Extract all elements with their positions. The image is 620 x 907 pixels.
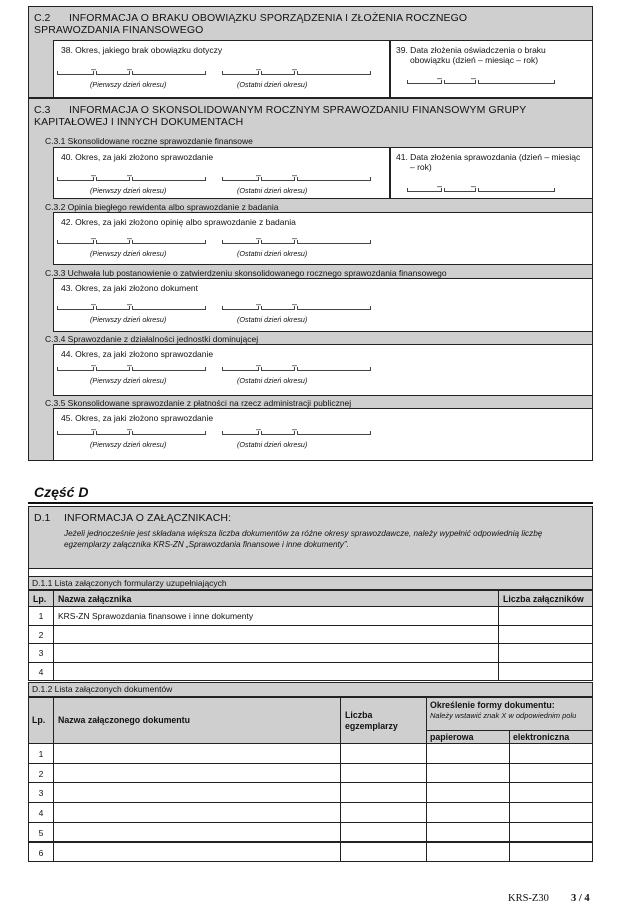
date-dash: – (127, 424, 133, 434)
d12-row-1-lp: 1 (28, 743, 54, 764)
date-dash: – (256, 64, 262, 74)
caption-last-day: (Ostatni dzień okresu) (237, 376, 308, 385)
date-dash: – (471, 181, 477, 191)
date-dash: – (127, 233, 133, 243)
date-segment[interactable] (57, 243, 93, 244)
caption-last-day: (Ostatni dzień okresu) (237, 80, 308, 89)
date-dash: – (91, 64, 97, 74)
d12-row-4-lp: 4 (28, 802, 54, 823)
caption-last-day: (Ostatni dzień okresu) (237, 440, 308, 449)
form-code: KRS-Z30 (508, 893, 549, 904)
date-segment[interactable] (222, 243, 258, 244)
date-segment[interactable] (261, 309, 294, 310)
date-segment-tick (478, 188, 479, 192)
d12-header-form-label: Określenie formy dokumentu: (430, 700, 555, 710)
d12-row-1-name[interactable] (53, 743, 341, 764)
date-segment[interactable] (478, 191, 554, 192)
date-dash: – (127, 299, 133, 309)
date-dash: – (292, 64, 298, 74)
d12-row-4-paper[interactable] (426, 802, 510, 823)
date-segment[interactable] (132, 309, 205, 310)
date-segment-tick (222, 431, 223, 435)
date-segment[interactable] (261, 370, 294, 371)
caption-last-day: (Ostatni dzień okresu) (237, 186, 308, 195)
date-segment-tick (96, 240, 97, 244)
subsection-c33-title: C.3.3 Uchwała lub postanowienie o zatwierdzeniu skonsolidowanego rocznego sprawozdania finansowego (45, 268, 447, 278)
date-segment[interactable] (96, 434, 129, 435)
d11-row-3-name[interactable] (53, 643, 499, 663)
date-dash: – (127, 170, 133, 180)
d11-row-4-lp: 4 (28, 662, 54, 682)
date-segment-tick (370, 367, 371, 371)
d12-row-2-electronic[interactable] (509, 763, 593, 784)
d12-row-3-name[interactable] (53, 782, 341, 803)
subsection-c35-title: C.3.5 Skonsolidowane sprawozdanie z płatności na rzecz administracji publicznej (45, 398, 352, 408)
field-40-label: 40. Okres, za jaki złożono sprawozdanie (61, 152, 214, 162)
single-date-lines (0, 178, 620, 200)
date-dash: – (256, 233, 262, 243)
date-segment-tick (370, 306, 371, 310)
d12-header-copies-label-2: egzemplarzy (345, 721, 398, 731)
d11-row-3-lp: 3 (28, 643, 54, 663)
date-segment-tick (407, 188, 408, 192)
date-segment-tick (222, 240, 223, 244)
date-segment-tick (205, 431, 206, 435)
date-segment[interactable] (96, 370, 129, 371)
date-dash: – (437, 181, 443, 191)
date-segment[interactable] (57, 434, 93, 435)
d12-row-1-copies[interactable] (340, 743, 427, 764)
date-dash: – (91, 233, 97, 243)
date-segment-tick (297, 240, 298, 244)
d12-row-4-copies[interactable] (340, 802, 427, 823)
d12-row-6-lp: 6 (28, 842, 54, 863)
d12-row-5-electronic[interactable] (509, 822, 593, 843)
date-segment-tick (444, 80, 445, 84)
date-segment[interactable] (132, 243, 205, 244)
date-dash: – (292, 170, 298, 180)
date-dash: – (292, 233, 298, 243)
date-dash: – (91, 360, 97, 370)
d12-row-3-paper[interactable] (426, 782, 510, 803)
date-segment-tick (57, 306, 58, 310)
d11-header-count: Liczba załączników (498, 590, 593, 607)
d11-row-1-name[interactable]: KRS-ZN Sprawozdania finansowe i inne dokumenty (53, 606, 499, 626)
date-segment-tick (132, 367, 133, 371)
d12-row-2-copies[interactable] (340, 763, 427, 784)
date-segment[interactable] (407, 191, 441, 192)
date-segment[interactable] (57, 370, 93, 371)
date-segment-tick (96, 306, 97, 310)
date-segment-tick (554, 80, 555, 84)
date-dash: – (292, 424, 298, 434)
d12-row-2-lp: 2 (28, 763, 54, 784)
date-segment-tick (205, 306, 206, 310)
d12-row-5-name[interactable] (53, 822, 341, 843)
single-date-lines (0, 70, 620, 92)
date-dash: – (256, 360, 262, 370)
section-d1-title: INFORMACJA O ZAŁĄCZNIKACH: (64, 512, 232, 524)
date-segment-tick (96, 431, 97, 435)
d12-title: D.1.2 Lista załączonych dokumentów (32, 684, 173, 694)
d12-row-4-name[interactable] (53, 802, 341, 823)
date-segment-tick (444, 188, 445, 192)
subsection-c32-title: C.3.2 Opinia biegłego rewidenta albo sprawozdanie z badania (45, 202, 279, 212)
date-segment-tick (132, 431, 133, 435)
date-segment[interactable] (297, 309, 370, 310)
date-segment-tick (478, 80, 479, 84)
date-dash: – (256, 424, 262, 434)
field-43-label: 43. Okres, za jaki złożono dokument (61, 283, 199, 293)
d12-row-3-copies[interactable] (340, 782, 427, 803)
date-dash: – (91, 170, 97, 180)
date-segment-tick (57, 431, 58, 435)
date-segment[interactable] (96, 309, 129, 310)
caption-first-day: (Pierwszy dzień okresu) (90, 315, 167, 324)
d11-header-lp: Lp. (28, 590, 54, 607)
date-segment-tick (222, 306, 223, 310)
date-segment-tick (261, 240, 262, 244)
d11-header-name: Nazwa załącznika (53, 590, 499, 607)
date-dash: – (127, 64, 133, 74)
section-c3-title: INFORMACJA O SKONSOLIDOWANYM ROCZNYM SPRAWOZDANIU FINANSOWYM GRUPY KAPITAŁOWEJ I INNYCH DOKUMENTACH (34, 104, 527, 128)
date-segment[interactable] (222, 434, 258, 435)
field-45-label: 45. Okres, za jaki złożono sprawozdanie (61, 413, 214, 423)
date-segment[interactable] (297, 243, 370, 244)
d12-row-6-electronic[interactable] (509, 842, 593, 863)
date-dash: – (91, 424, 97, 434)
date-segment[interactable] (444, 83, 475, 84)
date-dash: – (91, 299, 97, 309)
caption-first-day: (Pierwszy dzień okresu) (90, 249, 167, 258)
date-segment[interactable] (222, 370, 258, 371)
date-dash: – (437, 73, 443, 83)
d11-row-1-count[interactable] (498, 606, 593, 626)
date-segment-tick (205, 240, 206, 244)
date-segment[interactable] (132, 434, 205, 435)
field-39-label: 39. Data złożenia oświadczenia o braku obowiązku (dzień – miesiąc – rok) (396, 45, 546, 65)
date-segment-tick (407, 80, 408, 84)
date-segment[interactable] (297, 370, 370, 371)
part-d-divider (28, 502, 593, 504)
date-segment[interactable] (478, 83, 554, 84)
caption-last-day: (Ostatni dzień okresu) (237, 249, 308, 258)
date-segment[interactable] (96, 243, 129, 244)
date-dash: – (256, 299, 262, 309)
date-dash: – (127, 360, 133, 370)
date-segment-tick (261, 306, 262, 310)
date-segment[interactable] (297, 434, 370, 435)
d12-row-6-paper[interactable] (426, 842, 510, 863)
d12-header-lp-label: Lp. (32, 715, 46, 725)
date-segment[interactable] (132, 370, 205, 371)
date-segment-tick (132, 240, 133, 244)
section-c2-title: INFORMACJA O BRAKU OBOWIĄZKU SPORZĄDZENIA I ZŁOŻENIA ROCZNEGO SPRAWOZDANIA FINANSOWEGO (34, 12, 468, 36)
d12-header-electronic-label: elektroniczna (513, 732, 570, 742)
caption-first-day: (Pierwszy dzień okresu) (90, 440, 167, 449)
field-44-label: 44. Okres, za jaki złożono sprawozdanie (61, 349, 214, 359)
section-d1-note: Jeżeli jednocześnie jest składana większa liczba dokumentów za różne okresy sprawozdawcze, należy wypełnić odpowiednią liczbę egzemplarzy załącznika KRS-ZN „Sprawozdania finansowe i inne dokumenty”. (64, 529, 543, 549)
field-41-label: 41. Data złożenia sprawozdania (dzień – miesiąc – rok) (396, 152, 581, 172)
date-segment[interactable] (222, 309, 258, 310)
date-segment[interactable] (261, 243, 294, 244)
d11-title: D.1.1 Lista załączonych formularzy uzupełniających (32, 578, 227, 588)
d12-row-6-name[interactable] (53, 842, 341, 863)
page-number: 3 / 4 (571, 893, 590, 904)
d12-row-5-paper[interactable] (426, 822, 510, 843)
date-segment[interactable] (57, 309, 93, 310)
date-dash: – (292, 299, 298, 309)
d12-row-1-paper[interactable] (426, 743, 510, 764)
d11-row-2-name[interactable] (53, 625, 499, 645)
d12-header-copies-label-1: Liczba (345, 710, 373, 720)
subsection-c34-title: C.3.4 Sprawozdanie z działalności jednostki dominującej (45, 334, 259, 344)
field-42-label: 42. Okres, za jaki złożono opinię albo sprawozdanie z badania (61, 217, 296, 227)
part-d-title: Część D (34, 484, 89, 500)
date-segment-tick (57, 367, 58, 371)
d11-row-2-lp: 2 (28, 625, 54, 645)
date-dash: – (292, 360, 298, 370)
caption-first-day: (Pierwszy dzień okresu) (90, 80, 167, 89)
d12-row-1-electronic[interactable] (509, 743, 593, 764)
d12-row-3-electronic[interactable] (509, 782, 593, 803)
section-c2-number: C.2 (34, 12, 51, 24)
d11-row-4-count[interactable] (498, 662, 593, 682)
d12-header-paper-label: papierowa (430, 732, 474, 742)
date-segment-tick (205, 367, 206, 371)
date-segment-tick (132, 306, 133, 310)
date-segment-tick (297, 431, 298, 435)
caption-first-day: (Pierwszy dzień okresu) (90, 376, 167, 385)
d11-row-2-count[interactable] (498, 625, 593, 645)
d12-row-4-electronic[interactable] (509, 802, 593, 823)
date-dash: – (256, 170, 262, 180)
date-segment-tick (222, 367, 223, 371)
date-segment-tick (57, 240, 58, 244)
d12-row-6-copies[interactable] (340, 842, 427, 863)
date-segment-tick (297, 306, 298, 310)
d12-row-5-copies[interactable] (340, 822, 427, 843)
date-segment-tick (297, 367, 298, 371)
date-segment[interactable] (261, 434, 294, 435)
date-segment[interactable] (407, 83, 441, 84)
d12-row-2-name[interactable] (53, 763, 341, 784)
d12-row-2-paper[interactable] (426, 763, 510, 784)
d12-header-form-note: Należy wstawić znak X w odpowiednim polu (430, 711, 577, 720)
d11-row-3-count[interactable] (498, 643, 593, 663)
caption-first-day: (Pierwszy dzień okresu) (90, 186, 167, 195)
caption-last-day: (Ostatni dzień okresu) (237, 315, 308, 324)
date-dash: – (471, 73, 477, 83)
d11-row-1-lp: 1 (28, 606, 54, 626)
field-38-label: 38. Okres, jakiego brak obowiązku dotyczy (61, 45, 223, 55)
section-d1-number: D.1 (34, 512, 51, 524)
d12-row-5-lp: 5 (28, 822, 54, 843)
subsection-c31-title: C.3.1 Skonsolidowane roczne sprawozdanie finansowe (45, 136, 253, 146)
date-segment-tick (370, 240, 371, 244)
date-segment-tick (261, 367, 262, 371)
d12-header-name-label: Nazwa załączonego dokumentu (58, 715, 190, 725)
date-segment-tick (96, 367, 97, 371)
date-segment-tick (370, 431, 371, 435)
d11-row-4-name[interactable] (53, 662, 499, 682)
date-segment[interactable] (444, 191, 475, 192)
section-c3-number: C.3 (34, 104, 51, 116)
d12-row-3-lp: 3 (28, 782, 54, 803)
date-segment-tick (261, 431, 262, 435)
date-segment-tick (554, 188, 555, 192)
